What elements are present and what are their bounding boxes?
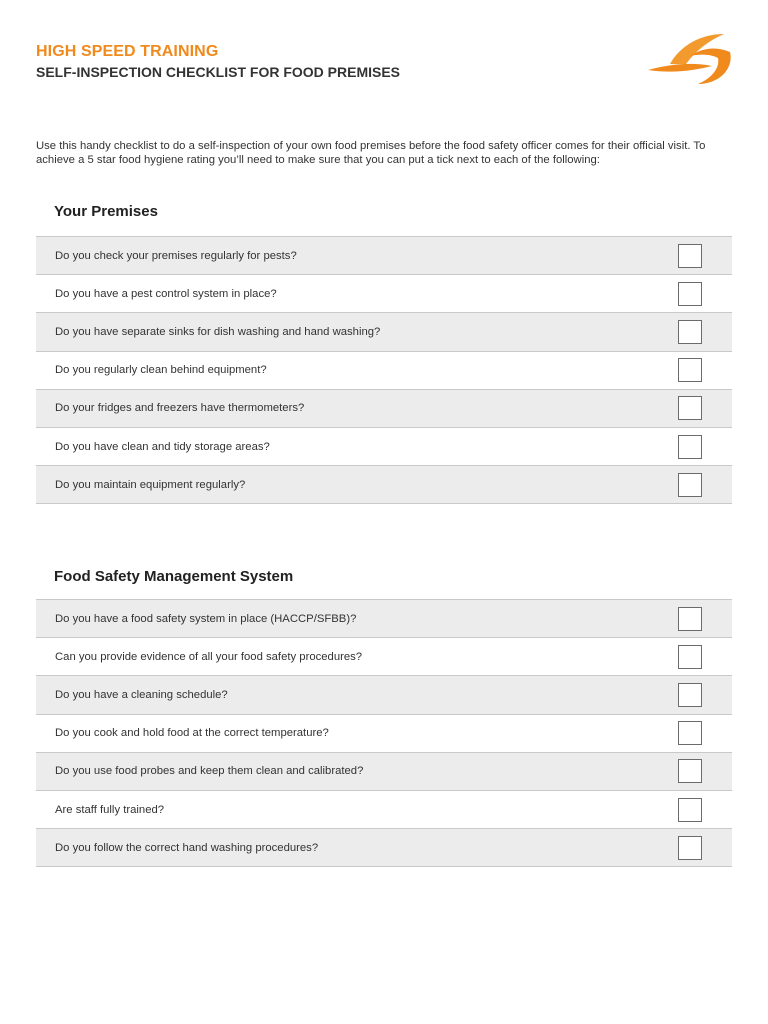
checklist-row xyxy=(36,352,732,390)
checklist-row xyxy=(36,428,732,466)
checklist-row xyxy=(36,638,732,676)
question-text: Do you regularly clean behind equipment? xyxy=(55,364,267,377)
tick-box[interactable] xyxy=(678,683,702,707)
document-title: SELF-INSPECTION CHECKLIST FOR FOOD PREMISES xyxy=(36,64,401,80)
tick-box[interactable] xyxy=(678,435,702,459)
tick-box[interactable] xyxy=(678,836,702,860)
question-text: Do you follow the correct hand washing procedures? xyxy=(55,841,319,854)
checklist-row xyxy=(36,275,732,313)
tick-box[interactable] xyxy=(678,282,702,306)
brand-name: HIGH SPEED TRAINING xyxy=(36,43,219,60)
question-text: Do you have a cleaning schedule? xyxy=(55,688,228,701)
question-text: Do you have a food safety system in place (HACCP/SFBB)? xyxy=(55,612,357,625)
tick-box[interactable] xyxy=(678,759,702,783)
tick-box[interactable] xyxy=(678,645,702,669)
question-text: Do you cook and hold food at the correct temperature? xyxy=(55,727,329,740)
checklist-row xyxy=(36,676,732,714)
tick-box[interactable] xyxy=(678,721,702,745)
question-text: Do you have clean and tidy storage areas? xyxy=(55,440,270,453)
checklist-row xyxy=(36,237,732,275)
checklist-row xyxy=(36,829,732,867)
question-text: Do you maintain equipment regularly? xyxy=(55,478,246,491)
tick-box[interactable] xyxy=(678,607,702,631)
question-text: Do your fridges and freezers have thermometers? xyxy=(55,402,305,415)
tick-box[interactable] xyxy=(678,473,702,497)
checklist-row xyxy=(36,600,732,638)
checklist-row xyxy=(36,313,732,351)
question-text: Can you provide evidence of all your food safety procedures? xyxy=(55,650,363,663)
intro-paragraph: Use this handy checklist to do a self-inspection of your own food premises before the food safety officer comes for their official visit. To achieve a 5 star food hygiene rating you’ll need to make sure that you can put a tick next to each of the following: xyxy=(36,140,706,166)
question-text: Do you check your premises regularly for pests? xyxy=(55,249,297,262)
question-text: Do you have a pest control system in place? xyxy=(55,287,277,300)
checklist-row xyxy=(36,466,732,504)
tick-box[interactable] xyxy=(678,244,702,268)
section-heading-fsms: Food Safety Management System xyxy=(54,568,294,585)
tick-box[interactable] xyxy=(678,396,702,420)
question-text: Are staff fully trained? xyxy=(55,803,165,816)
swoosh-logo-icon xyxy=(640,26,736,90)
checklist-row xyxy=(36,715,732,753)
checklist-row xyxy=(36,791,732,829)
question-text: Do you have separate sinks for dish washing and hand washing? xyxy=(55,325,381,338)
checklist-fsms xyxy=(36,599,732,867)
tick-box[interactable] xyxy=(678,798,702,822)
tick-box[interactable] xyxy=(678,358,702,382)
checklist-premises xyxy=(36,236,732,504)
question-text: Do you use food probes and keep them clean and calibrated? xyxy=(55,765,364,778)
section-heading-premises: Your Premises xyxy=(54,203,158,220)
checklist-row xyxy=(36,753,732,791)
checklist-row xyxy=(36,390,732,428)
tick-box[interactable] xyxy=(678,320,702,344)
